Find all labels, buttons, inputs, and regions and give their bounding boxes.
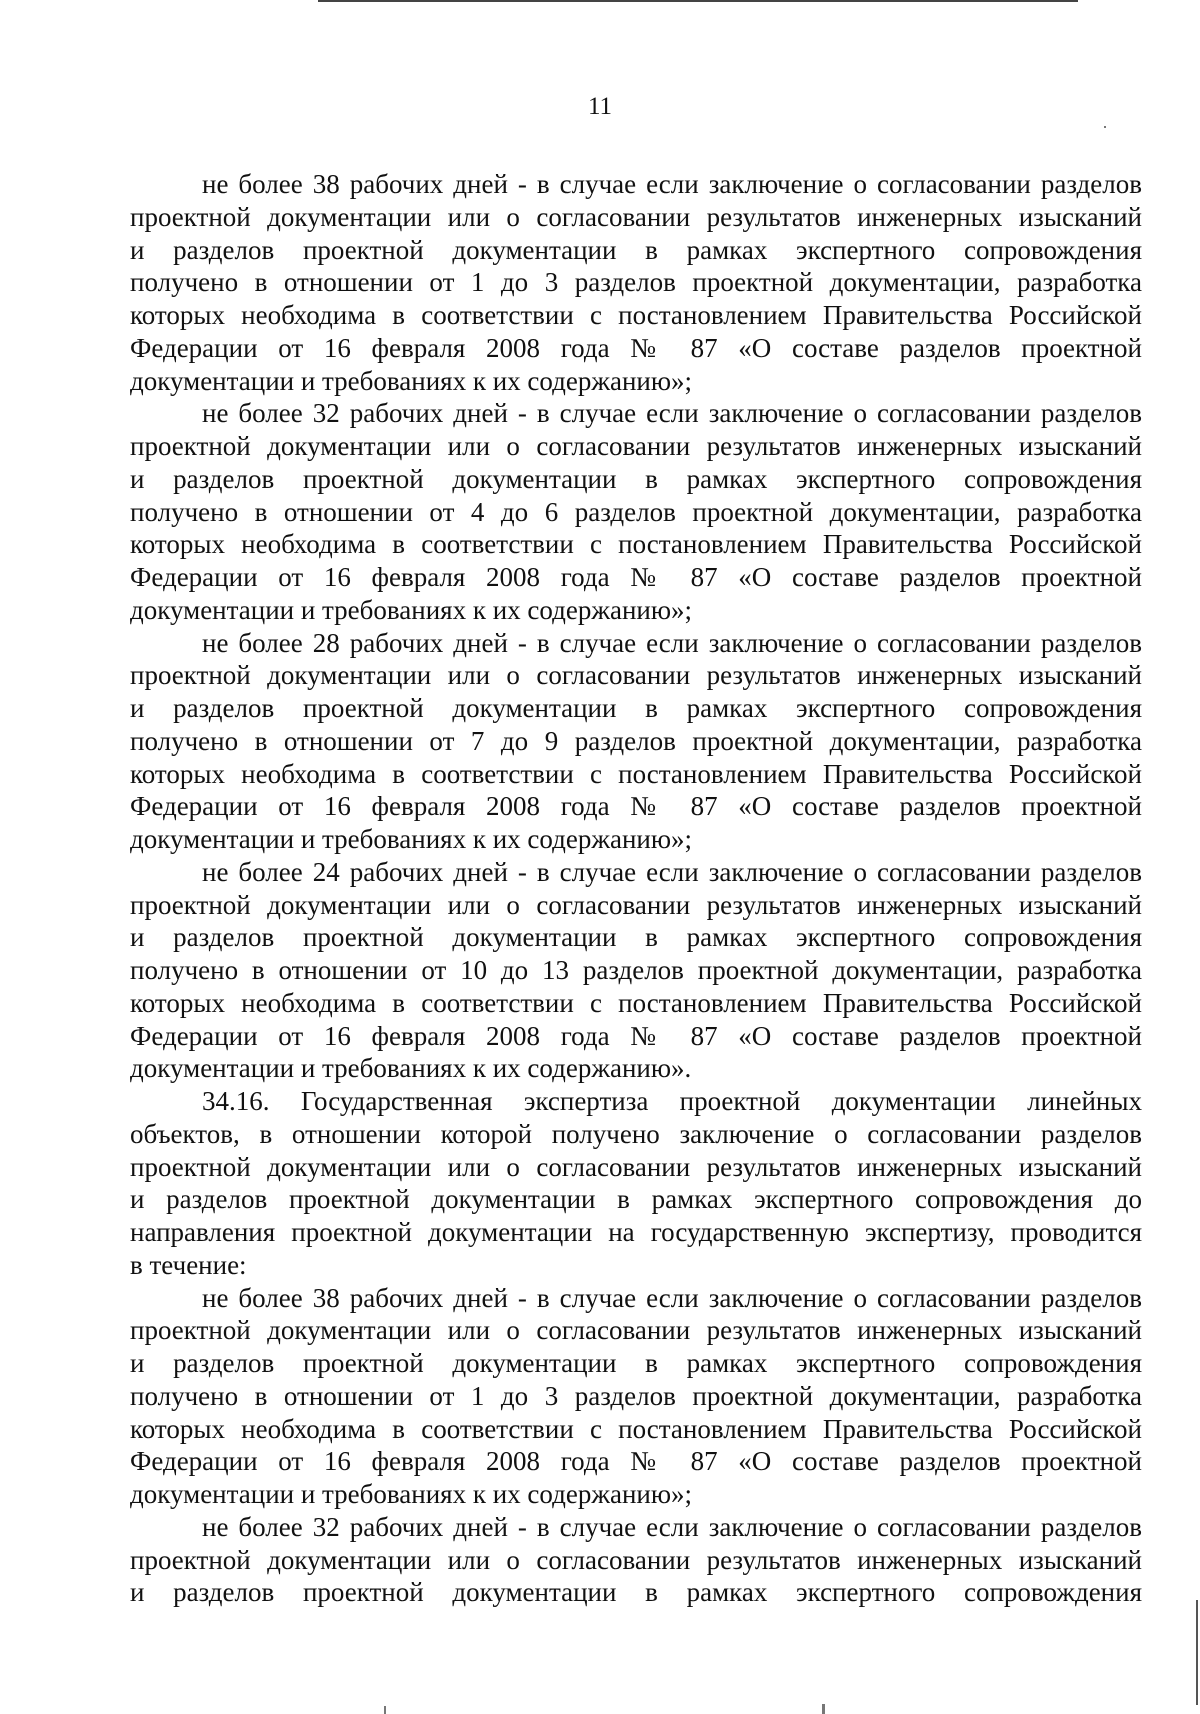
text-line: получено в отношении от 1 до 3 разделов проектной документации, разработка [130, 267, 1142, 298]
text-line: не более 38 рабочих дней - в случае если заключение о согласовании разделов [202, 169, 1142, 199]
text-line: в течение: [130, 1249, 247, 1280]
text-line: Федерации от 16 февраля 2008 года № 87 «О составе разделов проектной [130, 332, 1142, 363]
text-line: не более 28 рабочих дней - в случае если заключение о согласовании разделов [202, 627, 1142, 658]
text-line: документации и требованиях к их содержанию». [130, 1053, 692, 1084]
text-line: проектной документации или о согласовании результатов инженерных изысканий [130, 201, 1142, 232]
text-line: документации и требованиях к их содержанию»; [130, 1479, 693, 1509]
text-line: документации и требованиях к их содержанию»; [130, 365, 693, 396]
scan-speck [1104, 126, 1106, 128]
text-line: Федерации от 16 февраля 2008 года № 87 «О составе разделов проектной [130, 791, 1142, 822]
text-line: направления проектной документации на государственную экспертизу, проводится [130, 1217, 1142, 1247]
text-line: проектной документации или о согласовании результатов инженерных изысканий [130, 1315, 1142, 1346]
text-line: и разделов проектной документации в рамках экспертного сопровождения [130, 922, 1142, 953]
text-line: которых необходима в соответствии с постановлением Правительства Российской [130, 300, 1142, 330]
text-line: и разделов проектной документации в рамках экспертного сопровождения до [130, 1184, 1142, 1215]
paragraph [130, 1085, 1142, 1282]
text-line: проектной документации или о согласовании результатов инженерных изысканий [130, 660, 1142, 691]
text-line: которых необходима в соответствии с постановлением Правительства Российской [130, 1413, 1142, 1444]
text-line: проектной документации или о согласовании результатов инженерных изысканий [130, 889, 1142, 920]
paragraph [130, 856, 1142, 1085]
top-border-line [318, 0, 1078, 2]
text-line: не более 32 рабочих дней - в случае если заключение о согласовании разделов [202, 398, 1142, 429]
text-line: Федерации от 16 февраля 2008 года № 87 «О составе разделов проектной [130, 1446, 1142, 1477]
text-line: документации и требованиях к их содержанию»; [130, 824, 693, 854]
text-line: и разделов проектной документации в рамках экспертного сопровождения [130, 463, 1142, 494]
text-line: не более 38 рабочих дней - в случае если заключение о согласовании разделов [202, 1282, 1142, 1313]
text-line: не более 24 рабочих дней - в случае если заключение о согласовании разделов [202, 856, 1142, 887]
text-line: которых необходима в соответствии с постановлением Правительства Российской [130, 758, 1142, 789]
text-line: получено в отношении от 7 до 9 разделов проектной документации, разработка [130, 725, 1142, 756]
text-line: получено в отношении от 10 до 13 разделов проектной документации, разработка [130, 955, 1142, 985]
text-line: и разделов проектной документации в рамках экспертного сопровождения [130, 693, 1142, 723]
paragraph [130, 627, 1142, 856]
text-line: 34.16. Государственная экспертиза проектной документации линейных [202, 1086, 1142, 1116]
text-line: документации и требованиях к их содержанию»; [130, 594, 693, 625]
page-number: 11 [587, 93, 613, 120]
text-line: и разделов проектной документации в рамках экспертного сопровождения [130, 1348, 1142, 1378]
text-line: получено в отношении от 4 до 6 разделов проектной документации, разработка [130, 496, 1142, 527]
text-line: и разделов проектной документации в рамках экспертного сопровождения [130, 1577, 1142, 1608]
text-line: проектной документации или о согласовании результатов инженерных изысканий [130, 1151, 1142, 1182]
scan-speck [384, 1706, 386, 1714]
paragraph [130, 1511, 1142, 1609]
text-line: и разделов проектной документации в рамках экспертного сопровождения [130, 234, 1142, 265]
paragraph [130, 168, 1142, 397]
scan-speck [822, 1704, 825, 1714]
text-line: объектов, в отношении которой получено заключение о согласовании разделов [130, 1118, 1142, 1149]
right-margin-line [1196, 1600, 1198, 1705]
text-line: Федерации от 16 февраля 2008 года № 87 «О составе разделов проектной [130, 1020, 1142, 1051]
text-line: которых необходима в соответствии с постановлением Правительства Российской [130, 529, 1142, 560]
document-body [130, 168, 1142, 1609]
paragraph [130, 1282, 1142, 1511]
text-line: проектной документации или о согласовании результатов инженерных изысканий [130, 1544, 1142, 1575]
text-line: Федерации от 16 февраля 2008 года № 87 «О составе разделов проектной [130, 562, 1142, 592]
text-line: которых необходима в соответствии с постановлением Правительства Российской [130, 987, 1142, 1018]
text-line: проектной документации или о согласовании результатов инженерных изысканий [130, 431, 1142, 461]
paragraph [130, 397, 1142, 626]
text-line: не более 32 рабочих дней - в случае если заключение о согласовании разделов [202, 1511, 1142, 1542]
text-line: получено в отношении от 1 до 3 разделов проектной документации, разработка [130, 1380, 1142, 1411]
